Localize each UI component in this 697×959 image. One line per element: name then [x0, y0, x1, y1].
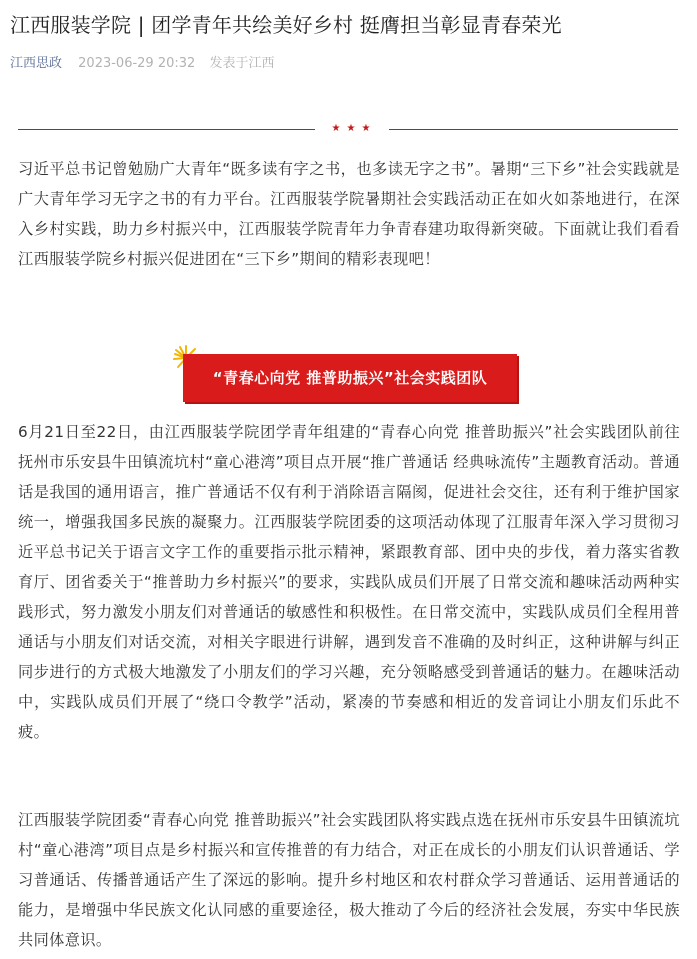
publish-location: 发表于江西 [209, 56, 275, 71]
activity-paragraph: 6月21日至22日，由江西服装学院团学青年组建的“青春心向党 推普助振兴”社会实践团队前往抚州市乐安县牛田镇流坑村“童心港湾”项目点开展“推广普通话 经典咏流传”主题教育活动。普通话是我国的通用语言，推广普通话不仅有利于消除语言隔阂，促进社会交往，还有利于维护国家统一，增强我国多民族的凝聚力。江西服装学院团委的这项活动体现了江服青年深入学习贯彻习近平总书记关于语言文字工作的重要指示批示精神，紧跟教育部、团中央的步伐，着力落实省教育厅、团省委关于“推普助力乡村振兴”的要求，实践队成员们开展了日常交流和趣味活动两种实践形式，努力激发小朋友们对普通话的敏感性和积极性。在日常交流中，实践队成员们全程用普通话与小朋友们对话交流，对相关字眼进行讲解，遇到发音不准确的及时纠正，这种讲解与纠正同步进行的方式极大地激发了小朋友们的学习兴趣，充分领略感受到普通话的魅力。在趣味活动中，实践队成员们开展了“绕口令教学”活动，紧凑的节奏感和相近的发音词让小朋友们乐此不疲。 [18, 423, 680, 741]
article-title: 江西服装学院 | 团学青年共绘美好乡村 挺膺担当彰显青春荣光 [10, 13, 562, 37]
section-banner [172, 344, 522, 408]
section-banner-label: “青春心向党 推普助振兴”社会实践团队 [183, 354, 517, 402]
location-paragraph: 江西服装学院团委“青春心向党 推普助振兴”社会实践团队将实践点选在抚州市乐安县牛田镇流坑村“童心港湾”项目点是乡村振兴和宣传推普的有力结合，对正在成长的小朋友们认识普通话、学习普通话、传播普通话产生了深远的影响。提升乡村地区和农村群众学习普通话、运用普通话的能力，是增强中华民族文化认同感的重要途径，极大推动了今后的经济社会发展，夯实中华民族共同体意识。 [18, 811, 680, 949]
publish-time: 2023-06-29 20:32 [78, 56, 196, 71]
intro-paragraph: 习近平总书记曾勉励广大青年“既多读有字之书，也多读无字之书”。暑期“三下乡”社会实践就是广大青年学习无字之书的有力平台。江西服装学院暑期社会实践活动正在如火如荼地进行，在深入乡村实践，助力乡村振兴中，江西服装学院青年力争青春建功取得新突破。下面就让我们看看江西服装学院乡村振兴促进团在“三下乡”期间的精彩表现吧！ [18, 160, 680, 268]
decorative-stars: ★★★ [315, 120, 389, 138]
account-name-link[interactable]: 江西思政 [10, 56, 63, 71]
article-meta [10, 54, 274, 74]
